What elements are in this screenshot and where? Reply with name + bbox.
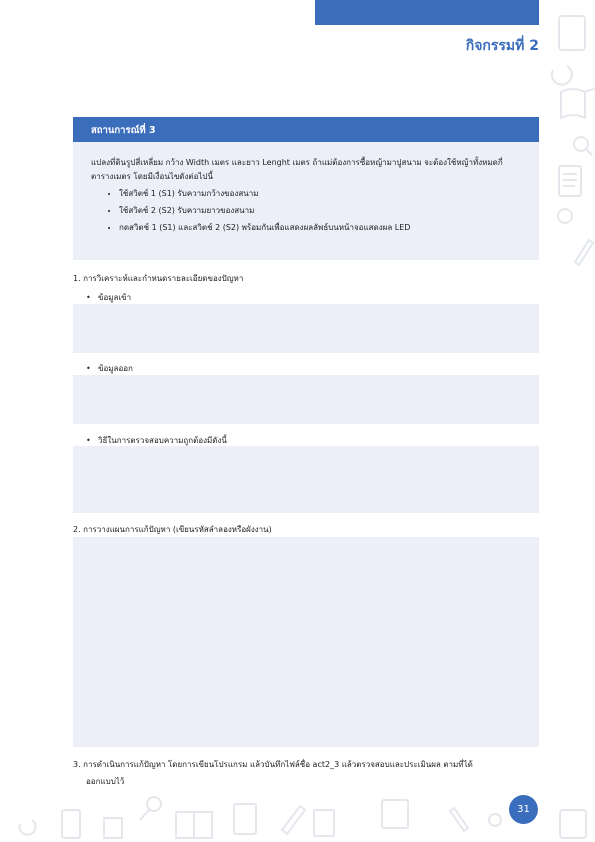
scenario-bullet: • ใช้สวิตช์ 2 (S2) รับความยาวของสนาม <box>119 204 521 217</box>
section-1-label: 1. การวิเคราะห์และกำหนดรายละเอียดของปัญหา <box>73 274 244 283</box>
magnifier-icon <box>574 137 588 151</box>
calculator-icon-2 <box>560 810 586 838</box>
open-book-icon <box>561 89 595 118</box>
verification-text: วิธีในการตรวจสอบความถูกต้องมีดังนี้ <box>98 436 227 445</box>
output-data-answer-box[interactable] <box>73 375 539 424</box>
input-data-label: • ข้อมูลเข้า <box>86 293 132 302</box>
arrow-cycle-icon <box>20 820 36 835</box>
planning-answer-box[interactable] <box>73 537 539 747</box>
output-data-text: ข้อมูลออก <box>98 364 133 373</box>
cup-icon <box>104 818 122 838</box>
section-3-label: 3. การดำเนินการแก้ปัญหา โดยการเขียนโปรแกรม แล้วบันทึกไฟล์ชื่อ act2_3 แล้วตรวจสอบและประเมินผล ตามที่ได้ <box>73 760 473 769</box>
scenario-body <box>73 142 539 260</box>
section-2-label: 2. การวางแผนการแก้ปัญหา (เขียนรหัสลำลองหรือผังงาน) <box>73 525 272 534</box>
loop-arrow-icon <box>552 66 572 85</box>
decorative-icons-right <box>545 10 595 270</box>
notebook-icon <box>234 804 256 834</box>
bulb-icon <box>558 209 572 223</box>
bulb-icon <box>489 814 501 826</box>
scenario-bullet: • กดสวิตช์ 1 (S1) และสวิตช์ 2 (S2) พร้อมกันเพื่อแสดงผลลัพธ์บนหน้าจอแสดงผล LED <box>119 221 521 234</box>
folder-icon <box>314 810 334 836</box>
ruler-icon <box>62 810 80 838</box>
decorative-icons-bottom <box>0 790 595 842</box>
verification-answer-box[interactable] <box>73 446 539 513</box>
page-number: 31 <box>509 795 538 824</box>
scenario-title: สถานการณ์ที่ 3 <box>73 117 539 142</box>
verification-label: • วิธีในการตรวจสอบความถูกต้องมีดังนี้ <box>86 436 227 445</box>
scenario-bullets <box>91 187 521 234</box>
pencil-icon <box>282 806 305 834</box>
open-book-icon <box>176 812 212 838</box>
scenario-description: แปลงที่ดินรูปสี่เหลี่ยม กว้าง Width เมตร และยาว Lenght เมตร ถ้าแม่ต้องการซื้อหญ้ามาปูสนาม จะต้องใช้หญ้าทั้งหมดกี่ตารางเมตร โดยมีเงื่อนไขดังต่อไปนี้ <box>91 158 503 181</box>
section-3-label-cont: ออกแบบไว้ <box>86 777 125 786</box>
header-accent-bar <box>315 0 539 25</box>
input-data-answer-box[interactable] <box>73 304 539 353</box>
calculator-icon <box>382 800 408 828</box>
input-data-text: ข้อมูลเข้า <box>98 293 132 302</box>
book-icon <box>559 16 585 50</box>
scenario-bullet: • ใช้สวิตช์ 1 (S1) รับความกว้างของสนาม <box>119 187 521 200</box>
pen-icon <box>450 808 468 831</box>
pencil-icon <box>575 240 593 265</box>
activity-title: กิจกรรมที่ 2 <box>465 38 539 54</box>
magnifier-icon <box>147 797 161 811</box>
output-data-label: • ข้อมูลออก <box>86 364 133 373</box>
